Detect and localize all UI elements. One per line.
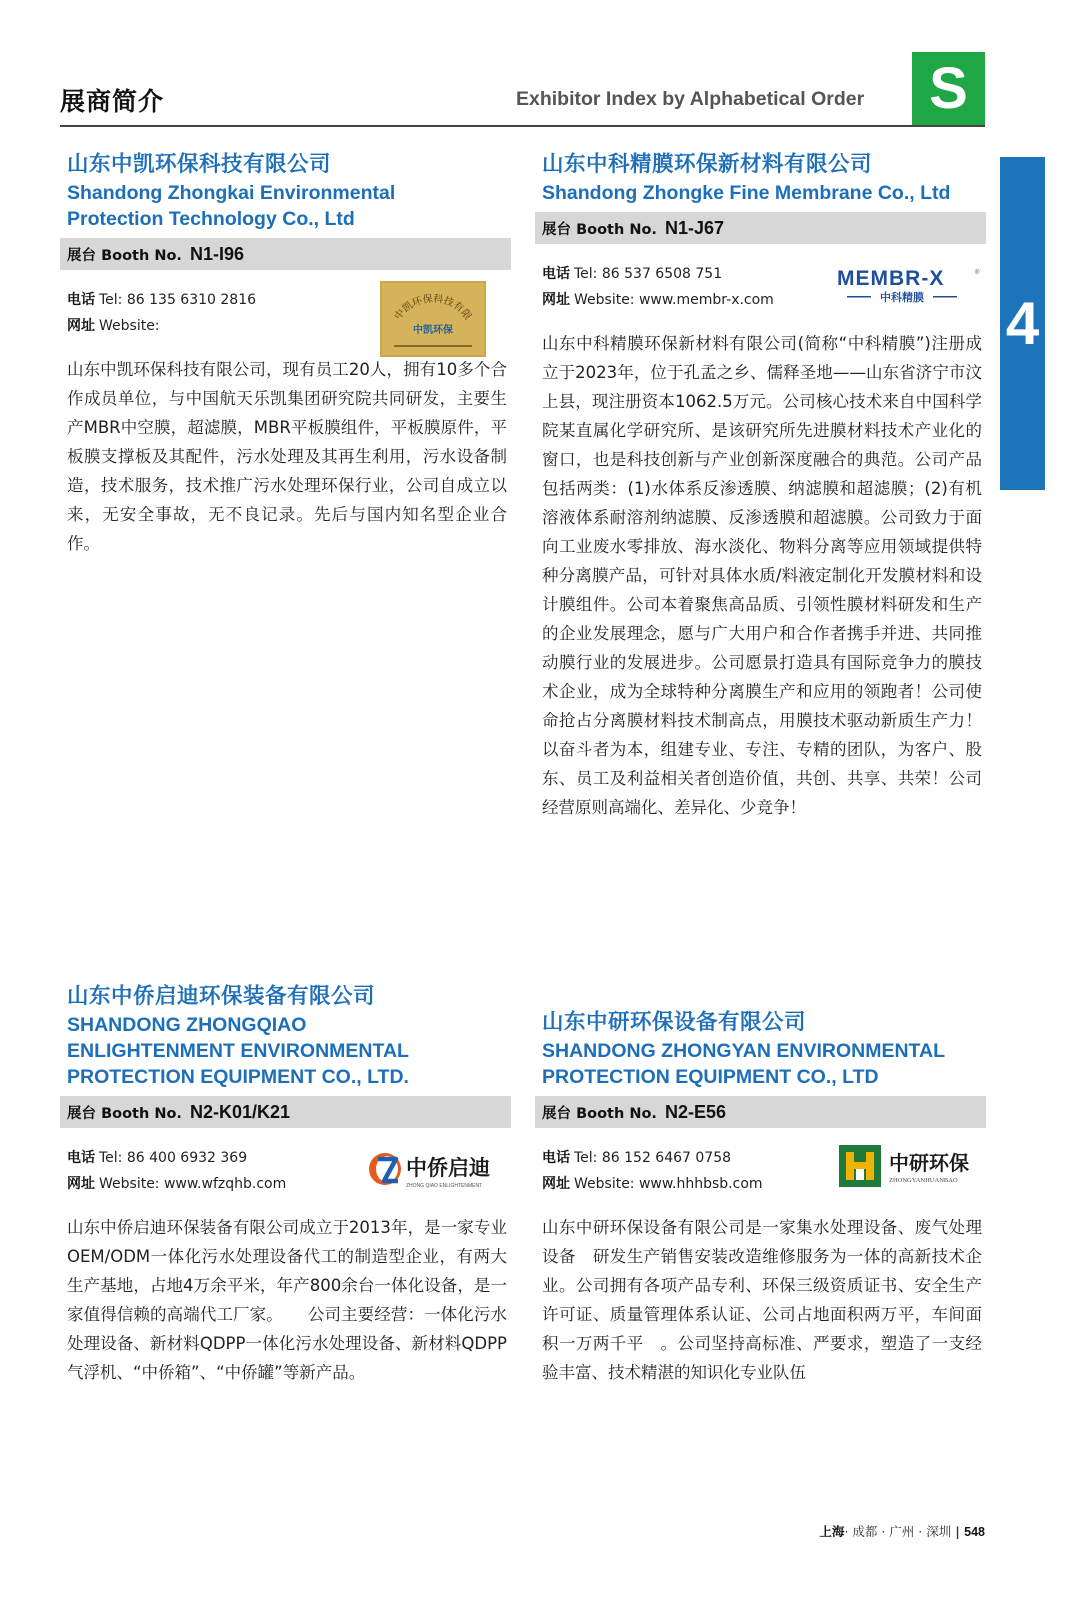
svg-text:ZHONG QIAO ENLIGHTENMENT: ZHONG QIAO ENLIGHTENMENT (406, 1183, 483, 1189)
booth-number: N1-J67 (665, 218, 725, 238)
company-name-en: Shandong Zhongkai Environmental Protection Technology Co., Ltd (67, 182, 396, 230)
tel-value: 86 537 6508 751 (601, 266, 723, 282)
tel-value: 86 135 6310 2816 (126, 292, 257, 308)
company-logo (833, 263, 981, 307)
tel-line: 电话 Tel: 86 152 6467 0758 (542, 1150, 732, 1166)
exhibitor-entry (535, 150, 986, 822)
booth-bar: 展台 Booth No. N2-K01/K21 (60, 1096, 511, 1128)
section-letter-badge: S (912, 52, 985, 125)
zhongyan-logo-icon (837, 1143, 983, 1191)
booth-number: N2-E56 (665, 1102, 727, 1122)
svg-text:山东中凯环保科技有限公司: 中凯环保科技有限 (392, 293, 474, 323)
website-line: 网址 Website: www.hhhbsb.com (542, 1176, 763, 1192)
svg-text:中研环保: 中研环保 (889, 1151, 969, 1175)
company-name-en: SHANDONG ZHONGQIAO ENLIGHTENMENT ENVIRONMENTAL PROTECTION EQUIPMENT CO., LTD. (67, 1014, 409, 1088)
website-link[interactable]: www.hhhbsb.com (638, 1176, 763, 1192)
page-footer (819, 1522, 985, 1540)
svg-text:中科精膜: 中科精膜 (880, 291, 924, 304)
svg-text:中侨启迪: 中侨启迪 (406, 1156, 490, 1180)
company-description: 山东中凯环保科技有限公司，现有员工20人，拥有10多个合作成员单位，与中国航天乐凯集团研究院共同研发，主要生产MBR中空膜，超滤膜，MBR平板膜组件，平板膜原件，平板膜支撑板及其配件，污水处理及其再生利用，污水设备制造，技术服务，技术推广污水处理环保行业，公司自成立以来，无安全事故，无不良记录。先后与国内知名型企业合作。 (67, 360, 507, 553)
chapter-number: 4 (1005, 289, 1040, 357)
contact-block (535, 1139, 986, 1211)
membrx-logo-icon (833, 263, 981, 307)
booth-number: N1-I96 (190, 244, 245, 264)
booth-bar: 展台 Booth No. N1-I96 (60, 238, 511, 270)
company-description: 山东中侨启迪环保装备有限公司成立于2013年，是一家专业OEM/ODM一体化污水处理设备代工的制造型企业，有两大生产基地，占地4万余平米，年产800余台一体化设备，是一家值得信赖的高端代工厂家。 公司主要经营：一体化污水处理设备、新材料QDPP一体化污水处理设备、新材料QDPP气浮机、“中侨箱”、“中侨罐”等新产品。 (67, 1218, 507, 1382)
footer-city-main: 上海 (819, 1524, 845, 1539)
footer-cities: · 成都 · 广州 · 深圳 (844, 1524, 952, 1539)
company-name-cn: 山东中侨启迪环保装备有限公司 (67, 984, 376, 1009)
header-divider (60, 125, 985, 127)
website-line: 网址 Website: www.membr-x.com (542, 292, 774, 308)
company-name-en: Shandong Zhongke Fine Membrane Co., Ltd (542, 182, 951, 204)
zhongqiao-logo-icon (366, 1149, 504, 1193)
page-subtitle: Exhibitor Index by Alphabetical Order (516, 88, 865, 110)
company-name-cn: 山东中科精膜环保新材料有限公司 (542, 152, 873, 177)
company-name-cn: 山东中研环保设备有限公司 (542, 1010, 807, 1035)
exhibitor-entry (535, 1008, 986, 1387)
tel-value: 86 400 6932 369 (126, 1150, 248, 1166)
page-title: 展商简介 (60, 87, 165, 116)
svg-text:MEMBR-X: MEMBR-X (837, 267, 945, 290)
company-logo (366, 1149, 504, 1193)
tel-value: 86 152 6467 0758 (601, 1150, 732, 1166)
exhibitor-entry (60, 150, 511, 558)
chapter-tab (1000, 157, 1045, 490)
website-line: 网址 Website: (67, 318, 160, 334)
website-link[interactable]: www.wfzqhb.com (163, 1176, 287, 1192)
contact-block (60, 1139, 511, 1211)
tel-line: 电话 Tel: 86 135 6310 2816 (67, 292, 257, 308)
website-line: 网址 Website: www.wfzqhb.com (67, 1176, 287, 1192)
booth-number: N2-K01/K21 (190, 1102, 291, 1122)
page-number: 548 (964, 1525, 985, 1539)
company-name-en: SHANDONG ZHONGYAN ENVIRONMENTAL PROTECTION EQUIPMENT CO., LTD (542, 1040, 945, 1088)
website-link[interactable]: www.membr-x.com (638, 292, 774, 308)
contact-block (535, 255, 986, 327)
tel-line: 电话 Tel: 86 537 6508 751 (542, 266, 723, 282)
exhibitor-entry (60, 982, 511, 1387)
svg-text:ZHONGYANHUANBAO: ZHONGYANHUANBAO (889, 1177, 958, 1184)
company-description: 山东中研环保设备有限公司是一家集水处理设备、废气处理设备 研发生产销售安装改造维修服务为一体的高新技术企业。公司拥有各项产品专利、环保三级资质证书、安全生产许可证、质量管理体系认证、公司占地面积两万平，车间面积一万两千平 。公司坚持高标准、严要求，塑造了一支经验丰富、技术精湛的知识化专业队伍 (542, 1218, 982, 1382)
svg-text:中凯环保: 中凯环保 (413, 325, 453, 336)
zhongkai-logo-icon (380, 281, 486, 357)
company-description: 山东中科精膜环保新材料有限公司(简称“中科精膜”)注册成立于2023年，位于孔孟之乡、儒释圣地——山东省济宁市汶上县，现注册资本1062.5万元。公司核心技术来自中国科学院某直属化学研究所、是该研究所先进膜材料技术产业化的窗口，也是科技创新与产业创新深度融合的典范。公司产品包括两类：(1)水体系反渗透膜、纳滤膜和超滤膜；(2)有机溶液体系耐溶剂纳滤膜、反渗透膜和超滤膜。公司致力于面向工业废水零排放、海水淡化、物料分离等应用领域提供特种分离膜产品，可针对具体水质/料液定制化开发膜材料和设计膜组件。公司本着聚焦高品质、引领性膜材料研发和生产的企业发展理念，愿与广大用户和合作者携手并进、共同推动膜行业的发展进步。公司愿景打造具有国际竞争力的膜技术企业，成为全球特种分离膜生产和应用的领跑者！公司使命抢占分离膜材料技术制高点，用膜技术驱动新质生产力！以奋斗者为本，组建专业、专注、专精的团队，为客户、股东、员工及利益相关者创造价值，共创、共享、共荣！公司经营原则高端化、差异化、少竞争！ (542, 334, 982, 817)
company-name-cn: 山东中凯环保科技有限公司 (67, 152, 332, 177)
tel-line: 电话 Tel: 86 400 6932 369 (67, 1150, 248, 1166)
booth-bar: 展台 Booth No. N2-E56 (535, 1096, 986, 1128)
booth-bar: 展台 Booth No. N1-J67 (535, 212, 986, 244)
company-logo (837, 1143, 983, 1191)
svg-text:®: ® (975, 270, 980, 276)
contact-block (60, 281, 511, 353)
company-logo (380, 281, 486, 357)
footer-separator: | (955, 1524, 965, 1539)
